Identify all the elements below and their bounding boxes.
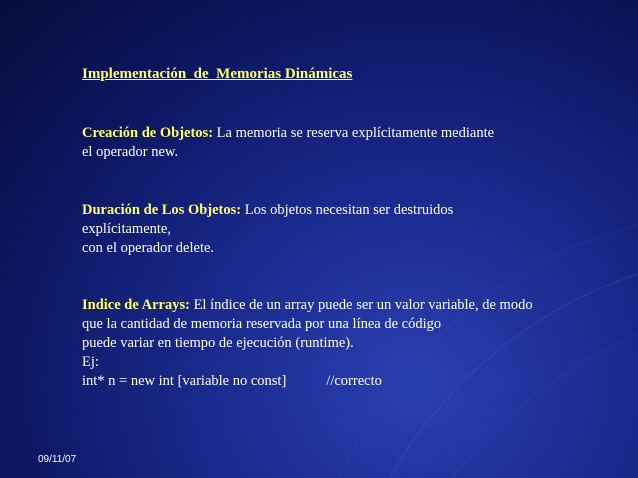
- section-first-line: [82, 124, 602, 143]
- section-text: puede variar en tiempo de ejecución (runtime).: [82, 335, 354, 351]
- section-text: explícitamente,: [82, 221, 171, 237]
- section-text: Los objetos necesitan ser destruidos: [241, 202, 454, 218]
- section-text: El índice de un array puede ser un valor variable, de modo: [189, 297, 533, 313]
- section-heading: Indice de Arrays:: [82, 297, 190, 313]
- code-text: int* n = new int [variable no const]: [82, 373, 287, 389]
- section-duracion: [82, 201, 602, 258]
- section-heading: Duración de Los Objetos:: [82, 202, 242, 218]
- section-first-line: [82, 201, 602, 220]
- code-comment: //correcto: [326, 373, 382, 389]
- section-text: que la cantidad de memoria reservada por una línea de código: [82, 316, 442, 332]
- section-text: La memoria se reserva explícitamente mediante: [213, 125, 495, 141]
- section-text: con el operador delete.: [82, 240, 215, 256]
- section-first-line: [82, 296, 602, 315]
- slide-title: Implementación de Memorias Dinámicas: [82, 66, 353, 82]
- section-text: el operador new.: [82, 144, 179, 160]
- section-indice: [82, 296, 602, 391]
- section-text: Ej:: [82, 354, 99, 370]
- code-line: [82, 372, 602, 391]
- slide-date: 09/11/07: [38, 454, 77, 465]
- section-creacion: [82, 124, 602, 162]
- section-heading: Creación de Objetos:: [82, 125, 214, 141]
